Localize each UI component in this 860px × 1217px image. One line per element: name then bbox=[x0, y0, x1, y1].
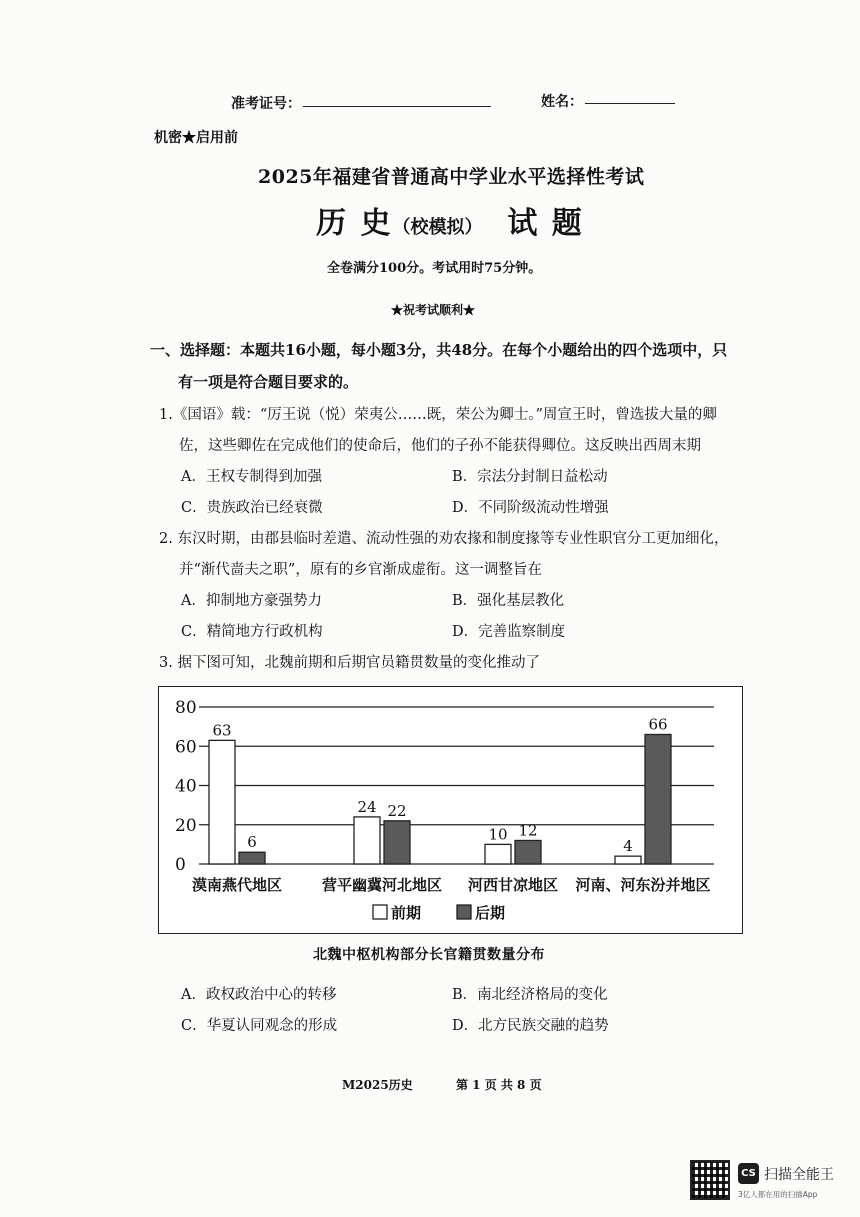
subject-note: （校模拟） bbox=[392, 217, 483, 238]
section-instructions-line2: 有一项是符合题目要求的。 bbox=[178, 373, 359, 391]
data-label-late-2: 12 bbox=[518, 821, 538, 840]
y-tick-label-40: 40 bbox=[175, 776, 197, 797]
camscanner-logo-icon: CS bbox=[738, 1163, 759, 1184]
q2-option-d[interactable]: D．完善监察制度 bbox=[452, 624, 566, 640]
legend-label-early: 前期 bbox=[391, 904, 422, 922]
q1-line2: 佐，这些卿佐在完成他们的使命后，他们的子孙不能获得卿位。这反映出西周末期 bbox=[179, 438, 701, 454]
category-label-2: 河西甘凉地区 bbox=[467, 876, 559, 894]
q3-option-a[interactable]: A．政权政治中心的转移 bbox=[181, 987, 337, 1003]
bar-chart bbox=[159, 687, 742, 933]
footer-code: M2025历史 bbox=[342, 1078, 413, 1092]
data-label-early-3: 4 bbox=[623, 837, 633, 856]
q1-option-a[interactable]: A．王权专制得到加强 bbox=[181, 469, 322, 485]
q3-line1: 3. 据下图可知，北魏前期和后期官员籍贯数量的变化推动了 bbox=[159, 655, 540, 671]
bar-early-0 bbox=[209, 740, 235, 864]
q1-line1: 1.《国语》载：“厉王说（悦）荣夷公……既，荣公为卿士。”周宣王时，曾选拔大量的卿 bbox=[159, 407, 717, 423]
q1-option-b[interactable]: B．宗法分封制日益松动 bbox=[452, 469, 608, 485]
y-tick-label-80: 80 bbox=[175, 698, 197, 718]
q3-option-c[interactable]: C．华夏认同观念的形成 bbox=[181, 1018, 338, 1034]
name-field[interactable] bbox=[585, 103, 675, 104]
q3-option-b[interactable]: B．南北经济格局的变化 bbox=[452, 987, 608, 1003]
subject-title bbox=[316, 198, 584, 242]
data-label-late-1: 22 bbox=[387, 801, 407, 820]
subject-name: 历 史 bbox=[316, 206, 393, 241]
qr-code-icon bbox=[690, 1160, 730, 1200]
legend-label-late: 后期 bbox=[475, 904, 506, 922]
name-label: 姓名： bbox=[541, 94, 583, 110]
paper-label: 试 题 bbox=[507, 206, 584, 241]
footer-page: 第 1 页 共 8 页 bbox=[456, 1078, 542, 1092]
q2-option-c[interactable]: C．精简地方行政机构 bbox=[181, 624, 323, 640]
q1-option-d[interactable]: D．不同阶级流动性增强 bbox=[452, 500, 609, 516]
data-label-early-2: 10 bbox=[488, 825, 508, 844]
confidential-mark: 机密★启用前 bbox=[154, 130, 238, 146]
data-label-early-0: 63 bbox=[212, 721, 232, 740]
exam-title: 2025年福建省普通高中学业水平选择性考试 bbox=[258, 166, 645, 188]
data-label-early-1: 24 bbox=[357, 797, 377, 816]
category-label-0: 漠南燕代地区 bbox=[191, 876, 283, 894]
bar-late-0 bbox=[239, 852, 265, 864]
bar-early-3 bbox=[615, 856, 641, 864]
good-luck-note: ★祝考试顺利★ bbox=[391, 303, 476, 317]
y-tick-label-0: 0 bbox=[175, 855, 186, 875]
exam-id-field[interactable] bbox=[303, 106, 491, 107]
q2-option-b[interactable]: B．强化基层教化 bbox=[452, 593, 565, 609]
exam-id-label: 准考证号： bbox=[231, 96, 301, 112]
bar-early-1 bbox=[354, 817, 380, 864]
bar-early-2 bbox=[485, 844, 511, 864]
legend-swatch-early bbox=[373, 905, 387, 919]
q1-option-c[interactable]: C．贵族政治已经衰微 bbox=[181, 500, 323, 516]
category-label-3: 河南、河东汾并地区 bbox=[575, 876, 711, 894]
chart-frame bbox=[158, 686, 743, 934]
q2-line2: 并“渐代啬夫之职”，原有的乡官渐成虚衔。这一调整旨在 bbox=[179, 562, 542, 578]
y-tick-label-60: 60 bbox=[175, 737, 197, 758]
bar-late-2 bbox=[515, 840, 541, 864]
q3-option-d[interactable]: D．北方民族交融的趋势 bbox=[452, 1018, 609, 1034]
score-note: 全卷满分100分。考试用时75分钟。 bbox=[327, 261, 542, 276]
bar-late-3 bbox=[645, 734, 671, 864]
scanner-app-name: 扫描全能王 bbox=[764, 1167, 834, 1183]
bar-late-1 bbox=[384, 821, 410, 864]
q2-line1: 2. 东汉时期，由郡县临时差遣、流动性强的劝农掾和制度掾等专业性职官分工更加细化， bbox=[159, 531, 729, 547]
legend-swatch-late bbox=[457, 905, 471, 919]
scanner-tagline: 3亿人都在用的扫描App bbox=[738, 1190, 818, 1199]
data-label-late-3: 66 bbox=[648, 715, 668, 734]
y-tick-label-20: 20 bbox=[175, 815, 197, 836]
section-instructions-line1: 一、选择题：本题共16小题，每小题3分，共48分。在每个小题给出的四个选项中，只 bbox=[150, 341, 728, 359]
category-label-1: 营平幽冀河北地区 bbox=[321, 876, 443, 894]
q2-option-a[interactable]: A．抑制地方豪强势力 bbox=[181, 593, 322, 609]
chart-title: 北魏中枢机构部分长官籍贯数量分布 bbox=[313, 947, 545, 963]
data-label-late-0: 6 bbox=[247, 833, 257, 852]
